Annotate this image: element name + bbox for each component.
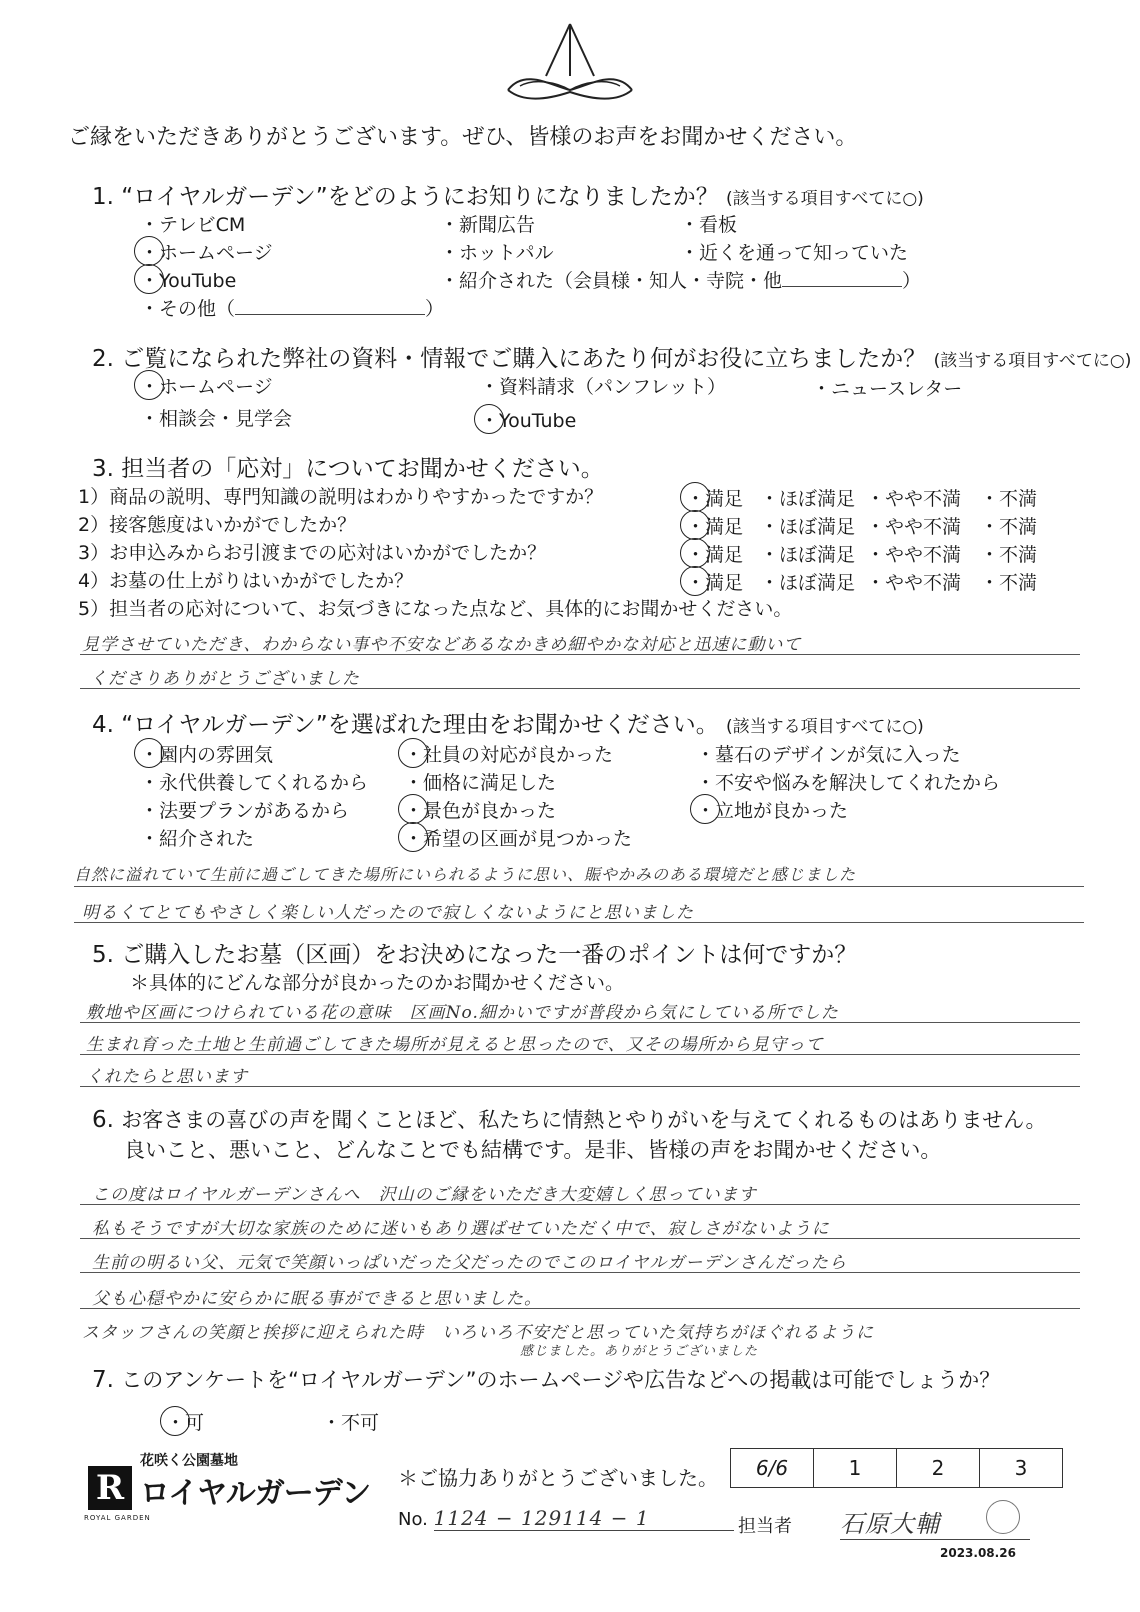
page-box-table bbox=[730, 1448, 1063, 1488]
q3-answer-line-2: くださりありがとうございました bbox=[90, 669, 360, 689]
thanks-text: ＊ご協力ありがとうございました。 bbox=[398, 1466, 718, 1490]
q2-option-brochure[interactable]: ・資料請求（パンフレット） bbox=[480, 376, 727, 398]
q7-heading bbox=[92, 1364, 1000, 1394]
q3-item-4: 4）お墓の仕上がりはいかがでしたか？ bbox=[78, 570, 414, 592]
q5-subnote: ＊具体的にどんな部分が良かったのかお聞かせください。 bbox=[130, 972, 625, 994]
q4-option-design[interactable]: ・墓石のデザインが気に入った bbox=[696, 744, 961, 766]
mark-circle-icon bbox=[398, 822, 428, 852]
logo-tagline: 花咲く公園墓地 bbox=[140, 1453, 238, 1469]
q5-number: 5. bbox=[92, 942, 114, 968]
mark-circle-icon bbox=[398, 794, 428, 824]
logo-name: ロイヤルガーデン bbox=[140, 1476, 371, 1511]
q4-option-staff[interactable]: ・社員の対応が良かった bbox=[404, 744, 614, 766]
ornament-icon bbox=[490, 20, 650, 110]
q4-note: (該当する項目すべてに○) bbox=[726, 717, 924, 737]
q3-item-5: 5）担当者の応対について、お気づきになった点など、具体的にお聞かせください。 bbox=[78, 598, 793, 620]
q4-question: “ロイヤルガーデン”を選ばれた理由をお聞かせください。 bbox=[121, 712, 719, 738]
q6-answer-line-1: この度はロイヤルガーデンさんへ 沢山のご縁をいただき大変嬉しく思っています bbox=[92, 1185, 757, 1205]
q3-item-2: 2）接客態度はいかがでしたか？ bbox=[78, 514, 357, 536]
q1-option-homepage[interactable]: ・ホームページ bbox=[140, 242, 273, 264]
q1-option-hotpal[interactable]: ・ホットパル bbox=[440, 242, 554, 264]
q4-option-location[interactable]: ・立地が良かった bbox=[696, 800, 849, 822]
q3-question: 担当者の「応対」についてお聞かせください。 bbox=[121, 456, 604, 482]
q3-3-mostly-satisfied[interactable]: ・ほぼ満足 bbox=[760, 544, 856, 566]
q3-answer-line-1: 見学させていただき、わからない事や不安などあるなかきめ細やかな対応と迅速に動いて bbox=[82, 635, 802, 655]
q4-heading bbox=[92, 706, 924, 739]
q6-answer-line-2: 私もそうですが大切な家族のために迷いもあり選ばせていただく中で、寂しさがないように bbox=[92, 1219, 830, 1239]
mark-circle-icon bbox=[134, 264, 164, 294]
page-box-1: 6/6 bbox=[731, 1449, 814, 1488]
mark-circle-icon bbox=[680, 566, 710, 596]
mark-circle-icon bbox=[398, 738, 428, 768]
q3-4-somewhat-dissatisfied[interactable]: ・やや不満 bbox=[866, 572, 962, 594]
q3-1-dissatisfied[interactable]: ・不満 bbox=[980, 488, 1038, 510]
mark-circle-icon bbox=[474, 404, 504, 434]
q6-question-1: お客さまの喜びの声を聞くことほど、私たちに情熱とやりがいを与えてくれるものはありません。 bbox=[121, 1108, 1047, 1132]
no-value: 1124 − 129114 − 1 bbox=[434, 1506, 734, 1531]
q1-option-youtube[interactable]: ・YouTube bbox=[140, 270, 237, 292]
q3-3-somewhat-dissatisfied[interactable]: ・やや不満 bbox=[866, 544, 962, 566]
mark-circle-icon bbox=[680, 510, 710, 540]
q7-option-no[interactable]: ・不可 bbox=[322, 1412, 380, 1434]
q2-note: (該当する項目すべてに○) bbox=[933, 351, 1132, 371]
q2-heading bbox=[92, 340, 1131, 373]
mark-circle-icon bbox=[134, 738, 164, 768]
seal-stamp-icon bbox=[986, 1500, 1020, 1534]
staff-name: 石原大輔 bbox=[840, 1504, 1030, 1540]
q3-2-dissatisfied[interactable]: ・不満 bbox=[980, 516, 1038, 538]
q7-number: 7. bbox=[92, 1367, 114, 1393]
q1-question: “ロイヤルガーデン”をどのようにお知りになりましたか？ bbox=[121, 184, 719, 210]
q1-option-nearby[interactable]: ・近くを通って知っていた bbox=[680, 242, 909, 264]
q3-number: 3. bbox=[92, 456, 114, 482]
q4-option-memorial-plan[interactable]: ・法要プランがあるから bbox=[140, 800, 350, 822]
q2-number: 2. bbox=[92, 346, 114, 372]
greeting-text: ご縁をいただきありがとうございます。ぜひ、皆様のお声をお聞かせください。 bbox=[68, 125, 858, 150]
date-stamp: 2023.08.26 bbox=[940, 1546, 1016, 1560]
q3-3-dissatisfied[interactable]: ・不満 bbox=[980, 544, 1038, 566]
q5-heading bbox=[92, 936, 857, 969]
q6-answer-line-4: 父も心穏やかに安らかに眠る事ができると思いました。 bbox=[92, 1289, 542, 1309]
mark-circle-icon bbox=[680, 538, 710, 568]
q3-item-1: 1）商品の説明、専門知識の説明はわかりやすかったですか？ bbox=[78, 486, 604, 508]
q4-number: 4. bbox=[92, 712, 114, 738]
q1-option-tvcm[interactable]: ・テレビCM bbox=[140, 214, 246, 236]
q7-option-yes[interactable]: ・可 bbox=[166, 1412, 205, 1434]
q3-item-3: 3）お申込みからお引渡までの応対はいかがでしたか？ bbox=[78, 542, 547, 564]
mark-circle-icon bbox=[680, 482, 710, 512]
q4-option-scenery[interactable]: ・景色が良かった bbox=[404, 800, 557, 822]
q5-question: ご購入したお墓（区画）をお決めになった一番のポイントは何ですか？ bbox=[121, 942, 858, 968]
q4-option-solved-worries[interactable]: ・不安や悩みを解決してくれたから bbox=[696, 772, 1001, 794]
staff-label: 担当者 bbox=[738, 1516, 792, 1537]
q1-option-referral[interactable]: ・紹介された（会員様・知人・寺院・他 ） bbox=[440, 270, 922, 292]
mark-circle-icon bbox=[134, 236, 164, 266]
q3-1-mostly-satisfied[interactable]: ・ほぼ満足 bbox=[760, 488, 856, 510]
q2-question: ご覧になられた弊社の資料・情報でご購入にあたり何がお役に立ちましたか？ bbox=[121, 346, 927, 372]
q6-number: 6. bbox=[92, 1107, 114, 1133]
page-box-2: 1 bbox=[814, 1449, 897, 1488]
q3-1-satisfied[interactable]: ・満足 bbox=[686, 488, 744, 510]
q4-answer-line-2: 明るくてとてもやさしく楽しい人だったので寂しくないようにと思いました bbox=[82, 903, 694, 923]
logo-r-icon: R bbox=[88, 1466, 132, 1510]
no-label: No. bbox=[398, 1509, 428, 1530]
q3-3-satisfied[interactable]: ・満足 bbox=[686, 544, 744, 566]
q5-answer-line-3: くれたらと思います bbox=[86, 1067, 248, 1087]
q5-answer-line-1: 敷地や区画につけられている花の意味 区画No.細かいですが普段から気にしている所でした bbox=[86, 1003, 839, 1023]
q6-heading-line-1 bbox=[92, 1104, 1047, 1134]
q6-heading-line-2: 良いこと、悪いこと、どんなことでも結構です。是非、皆様の声をお聞かせください。 bbox=[124, 1138, 942, 1162]
q6-answer-line-5: スタッフさんの笑顔と挨拶に迎えられた時 いろいろ不安だと思っていた気持ちがほぐれるように bbox=[82, 1323, 874, 1343]
q3-1-somewhat-dissatisfied[interactable]: ・やや不満 bbox=[866, 488, 962, 510]
q2-option-homepage[interactable]: ・ホームページ bbox=[140, 376, 273, 398]
q4-answer-line-1: 自然に溢れていて生前に過ごしてきた場所にいられるように思い、賑やかみのある環境だと感じました bbox=[74, 865, 857, 884]
q3-2-satisfied[interactable]: ・満足 bbox=[686, 516, 744, 538]
mark-circle-icon bbox=[690, 794, 720, 824]
mark-circle-icon bbox=[160, 1406, 190, 1436]
q1-option-other[interactable]: ・その他（ ） bbox=[140, 298, 445, 320]
q3-2-mostly-satisfied[interactable]: ・ほぼ満足 bbox=[760, 516, 856, 538]
q2-option-seminar[interactable]: ・相談会・見学会 bbox=[140, 408, 293, 430]
q3-4-satisfied[interactable]: ・満足 bbox=[686, 572, 744, 594]
q5-answer-line-2: 生まれ育った土地と生前過ごしてきた場所が見えると思ったので、又その場所から見守って bbox=[86, 1035, 824, 1055]
q4-option-plot-found[interactable]: ・希望の区画が見つかった bbox=[404, 828, 633, 850]
q3-4-mostly-satisfied[interactable]: ・ほぼ満足 bbox=[760, 572, 856, 594]
q3-heading bbox=[92, 450, 604, 483]
q6-answer-line-3: 生前の明るい父、元気で笑顔いっぱいだった父だったのでこのロイヤルガーデンさんだったら bbox=[92, 1253, 847, 1273]
q4-option-price[interactable]: ・価格に満足した bbox=[404, 772, 557, 794]
q1-note: (該当する項目すべてに○) bbox=[726, 189, 924, 209]
q7-question: このアンケートを“ロイヤルガーデン”のホームページや広告などへの掲載は可能でしょうか？ bbox=[121, 1368, 1001, 1392]
q4-option-eternal-memorial[interactable]: ・永代供養してくれるから bbox=[140, 772, 369, 794]
q3-4-dissatisfied[interactable]: ・不満 bbox=[980, 572, 1038, 594]
page-box-4: 3 bbox=[980, 1449, 1063, 1488]
q1-option-signboard[interactable]: ・看板 bbox=[680, 214, 738, 236]
q1-heading bbox=[92, 178, 924, 211]
q6-answer-line-6: 感じました。ありがとうございました bbox=[520, 1344, 759, 1359]
mark-circle-icon bbox=[134, 370, 164, 400]
q1-option-newspaper[interactable]: ・新聞広告 bbox=[440, 214, 536, 236]
q2-option-youtube[interactable]: ・YouTube bbox=[480, 410, 577, 432]
survey-number bbox=[398, 1506, 734, 1531]
q2-option-newsletter[interactable]: ・ニュースレター bbox=[812, 378, 963, 400]
q4-option-atmosphere[interactable]: ・園内の雰囲気 bbox=[140, 744, 274, 766]
page-box-3: 2 bbox=[897, 1449, 980, 1488]
q4-option-referral[interactable]: ・紹介された bbox=[140, 828, 255, 850]
q3-2-somewhat-dissatisfied[interactable]: ・やや不満 bbox=[866, 516, 962, 538]
logo-small-text: ROYAL GARDEN bbox=[84, 1514, 151, 1522]
q1-number: 1. bbox=[92, 184, 114, 210]
